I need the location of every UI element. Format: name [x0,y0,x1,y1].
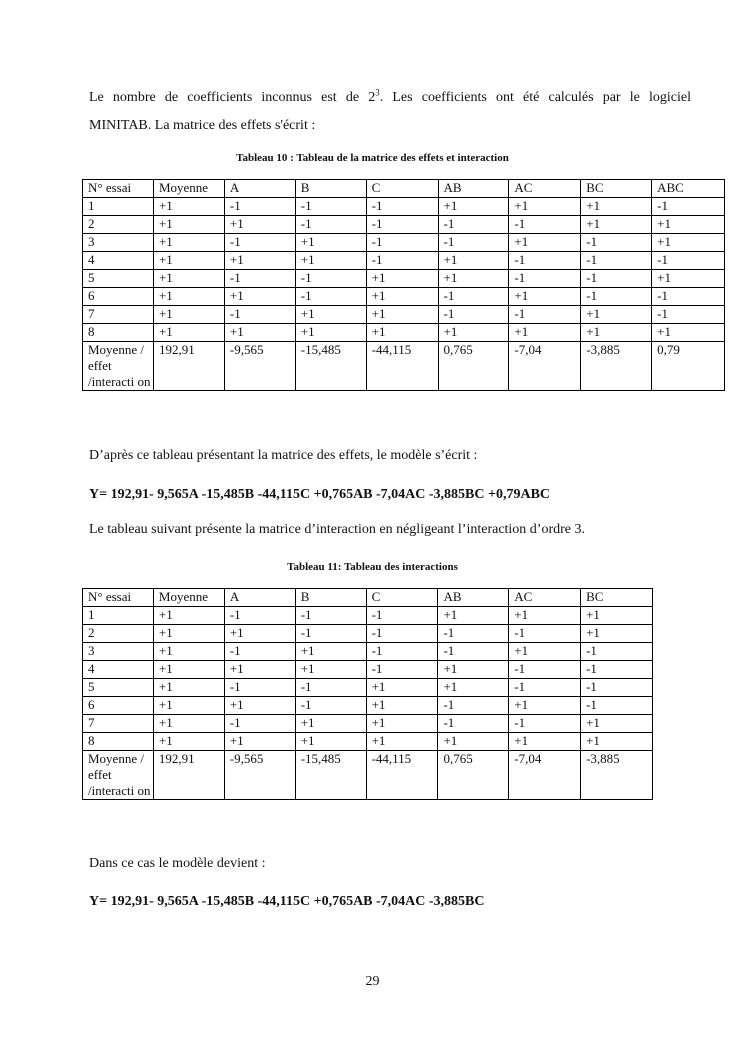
table-cell: +1 [295,715,366,733]
effect-value: 192,91 [153,342,224,391]
table-cell: +1 [366,270,438,288]
effect-value: -15,485 [295,342,366,391]
table-cell: +1 [153,234,224,252]
table-cell: +1 [295,643,366,661]
table-cell: -1 [438,288,509,306]
table-cell: 5 [83,679,154,697]
table-cell: +1 [153,306,224,324]
table-cell: +1 [224,697,295,715]
column-header: B [295,180,366,198]
table-cell: +1 [509,234,581,252]
table-cell: -1 [581,252,652,270]
effects-row-label: Moyenne / effet /interacti on [83,342,154,391]
table-cell: +1 [224,733,295,751]
table-cell: -1 [295,288,366,306]
table-cell: -1 [295,216,366,234]
table-row [83,697,653,715]
table-cell: +1 [224,216,295,234]
table-cell: +1 [224,324,295,342]
table-cell: +1 [366,715,438,733]
table-cell: 6 [83,697,154,715]
table-cell: +1 [224,625,295,643]
effect-value: -44,115 [366,751,438,800]
column-header: Moyenne [153,589,224,607]
column-header: AC [509,589,581,607]
table-cell: 8 [83,733,154,751]
intro-text-before: Le nombre de coefficients inconnus est de 2 [89,90,376,105]
column-header: N° essai [83,180,154,198]
table-cell: +1 [438,607,509,625]
table-cell: +1 [438,661,509,679]
effects-row [83,751,653,800]
column-header: A [224,589,295,607]
effect-value: -3,885 [581,342,652,391]
table-cell: +1 [581,306,652,324]
table-cell: +1 [509,733,581,751]
table-cell: 5 [83,270,154,288]
table-cell: -1 [509,216,581,234]
table-row [83,324,725,342]
table-cell: +1 [295,252,366,270]
effect-value: -3,885 [581,751,653,800]
table10-effects-matrix [82,179,725,391]
table10-body [83,180,725,391]
table-cell: +1 [153,715,224,733]
table-row [83,270,725,288]
effect-value: -7,04 [509,751,581,800]
table-cell: 7 [83,715,154,733]
intro-paragraph [89,84,691,140]
table-cell: -1 [295,198,366,216]
table-cell: +1 [509,607,581,625]
table-cell: 3 [83,643,154,661]
table-cell: 7 [83,306,154,324]
table-cell: 2 [83,216,154,234]
text-before-table11: Le tableau suivant présente la matrice d’interaction en négligeant l’interaction d’ordre 3. [89,522,586,537]
table-cell: -1 [366,661,438,679]
table-cell: -1 [366,625,438,643]
table-row [83,715,653,733]
table-cell: -1 [581,661,653,679]
table-cell: -1 [224,198,295,216]
table-cell: -1 [438,234,509,252]
table-cell: +1 [224,252,295,270]
table-cell: +1 [581,733,653,751]
table-cell: +1 [438,252,509,270]
effects-row-label: Moyenne / effet /interacti on [83,751,154,800]
model-equation-reduced: Y= 192,91- 9,565A -15,485B -44,115C +0,765AB -7,04AC -3,885BC [89,894,485,909]
table-cell: -1 [509,270,581,288]
table-cell: +1 [581,715,653,733]
table-cell: -1 [509,252,581,270]
effect-value: -9,565 [224,342,295,391]
table-cell: +1 [438,324,509,342]
table-cell: -1 [224,679,295,697]
table-row [83,216,725,234]
table-cell: +1 [224,288,295,306]
table-cell: -1 [438,216,509,234]
column-header: AC [509,180,581,198]
table-cell: +1 [581,607,653,625]
column-header: AB [438,180,509,198]
table-cell: -1 [224,715,295,733]
table-cell: -1 [652,288,725,306]
column-header: BC [581,589,653,607]
table-cell: 6 [83,288,154,306]
table-cell: +1 [652,234,725,252]
table-cell: +1 [153,643,224,661]
intro-line-1 [89,84,691,112]
intro-exponent: 3 [375,87,380,98]
column-header: Moyenne [153,180,224,198]
table-cell: -1 [438,306,509,324]
table-cell: -1 [581,697,653,715]
table-cell: +1 [295,234,366,252]
table-cell: +1 [509,643,581,661]
table11-caption: Tableau 11: Tableau des interactions [287,561,458,573]
table-cell: +1 [366,679,438,697]
table-cell: +1 [224,661,295,679]
table-row [83,288,725,306]
table-cell: -1 [509,715,581,733]
table-cell: -1 [652,306,725,324]
table-row [83,198,725,216]
table-row [83,607,653,625]
table-cell: 4 [83,661,154,679]
table-cell: +1 [153,198,224,216]
table-row [83,234,725,252]
table-cell: -1 [438,715,509,733]
text-after-table10: D’après ce tableau présentant la matrice des effets, le modèle s’écrit : [89,448,478,463]
table-cell: +1 [153,324,224,342]
table-cell: +1 [366,288,438,306]
table-cell: +1 [581,625,653,643]
effect-value: -9,565 [224,751,295,800]
table-cell: -1 [366,607,438,625]
table-cell: +1 [153,625,224,643]
table11-interactions-matrix [82,588,653,800]
table-cell: +1 [581,216,652,234]
effect-value: -15,485 [295,751,366,800]
table-cell: +1 [153,697,224,715]
table-cell: -1 [438,643,509,661]
table-cell: +1 [295,324,366,342]
table-cell: +1 [295,306,366,324]
table-cell: -1 [295,697,366,715]
table-row [83,625,653,643]
table-cell: +1 [366,697,438,715]
table-cell: -1 [366,252,438,270]
table-cell: -1 [224,270,295,288]
table-cell: +1 [153,252,224,270]
table-cell: +1 [153,607,224,625]
table-cell: -1 [295,625,366,643]
table-cell: 8 [83,324,154,342]
table-cell: -1 [438,625,509,643]
table-cell: +1 [509,288,581,306]
table-cell: +1 [366,733,438,751]
table-cell: +1 [153,288,224,306]
effect-value: 0,765 [438,751,509,800]
table-cell: -1 [366,198,438,216]
effect-value: 192,91 [153,751,224,800]
table-cell: +1 [153,733,224,751]
column-header: B [295,589,366,607]
table-cell: -1 [509,679,581,697]
table-cell: -1 [295,270,366,288]
table-cell: -1 [652,252,725,270]
table-header-row [83,589,653,607]
intro-text-after: . Les coefficients ont été calculés par le logiciel [379,90,691,105]
table-cell: +1 [153,661,224,679]
table-cell: 2 [83,625,154,643]
table-cell: +1 [652,270,725,288]
table-cell: -1 [224,234,295,252]
effect-value: -44,115 [366,342,438,391]
table-cell: +1 [366,324,438,342]
table-row [83,252,725,270]
table-cell: -1 [509,306,581,324]
text-after-table11: Dans ce cas le modèle devient : [89,856,266,871]
table-cell: -1 [581,679,653,697]
effects-row [83,342,725,391]
table-cell: +1 [438,198,509,216]
table-cell: -1 [581,643,653,661]
effect-value: 0,79 [652,342,725,391]
table-cell: -1 [224,643,295,661]
effect-value: -7,04 [509,342,581,391]
table-cell: -1 [224,306,295,324]
column-header: N° essai [83,589,154,607]
table-cell: 1 [83,607,154,625]
table-row [83,661,653,679]
table-cell: +1 [438,679,509,697]
table-cell: +1 [509,198,581,216]
table-cell: +1 [295,661,366,679]
table-cell: -1 [581,234,652,252]
table-cell: -1 [509,661,581,679]
table11-body [83,589,653,800]
table-cell: +1 [509,697,581,715]
table-cell: -1 [366,234,438,252]
table-cell: -1 [581,270,652,288]
table-cell: +1 [153,270,224,288]
column-header: C [366,589,438,607]
table-row [83,733,653,751]
intro-line-2: MINITAB. La matrice des effets s'écrit : [89,118,316,133]
model-equation-full: Y= 192,91- 9,565A -15,485B -44,115C +0,765AB -7,04AC -3,885BC +0,79ABC [89,487,551,502]
table-cell: 1 [83,198,154,216]
table-cell: -1 [581,288,652,306]
table-cell: -1 [438,697,509,715]
column-header: BC [581,180,652,198]
table-cell: 4 [83,252,154,270]
table-cell: +1 [438,733,509,751]
table-cell: +1 [153,679,224,697]
table-row [83,306,725,324]
effect-value: 0,765 [438,342,509,391]
column-header: C [366,180,438,198]
table-cell: +1 [581,198,652,216]
table-cell: -1 [295,607,366,625]
table-cell: +1 [366,306,438,324]
table-cell: +1 [153,216,224,234]
table-row [83,679,653,697]
table-cell: +1 [581,324,652,342]
table-cell: -1 [366,216,438,234]
table-row [83,643,653,661]
table-cell: -1 [224,607,295,625]
table-header-row [83,180,725,198]
table-cell: -1 [295,679,366,697]
column-header: A [224,180,295,198]
column-header: ABC [652,180,725,198]
table-cell: -1 [509,625,581,643]
table-cell: +1 [295,733,366,751]
column-header: AB [438,589,509,607]
table-cell: +1 [652,324,725,342]
page-number: 29 [365,974,380,989]
table10-caption: Tableau 10 : Tableau de la matrice des effets et interaction [236,152,509,164]
table-cell: -1 [652,198,725,216]
table-cell: 3 [83,234,154,252]
table-cell: +1 [509,324,581,342]
table-cell: -1 [366,643,438,661]
table-cell: +1 [652,216,725,234]
table-cell: +1 [438,270,509,288]
